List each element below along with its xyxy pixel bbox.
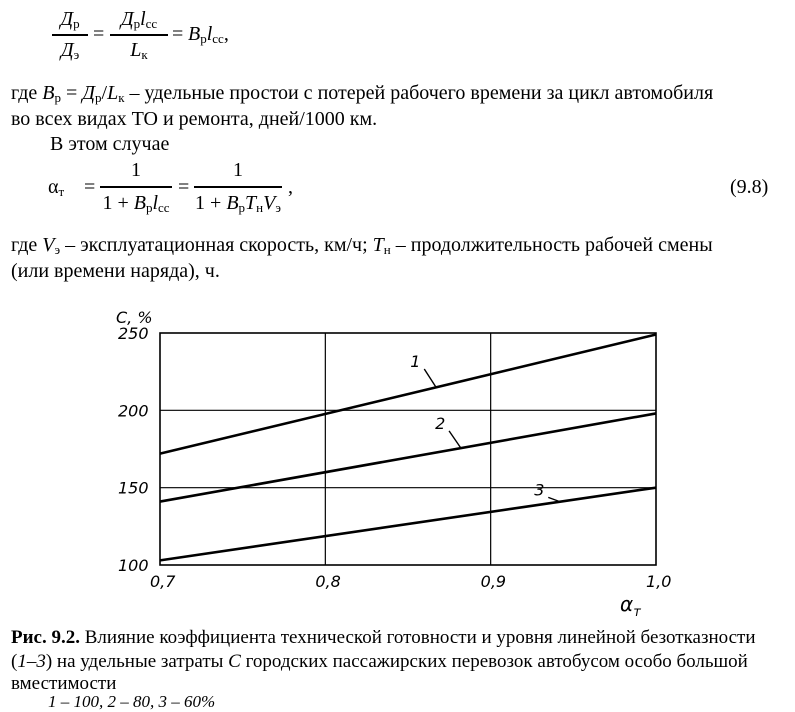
figure-caption-line-2	[11, 650, 748, 674]
x-tick-label: 1,0	[646, 572, 672, 591]
x-axis-label-alpha: α	[620, 592, 634, 616]
symbol-v: V	[263, 192, 276, 214]
y-tick-label: 100	[118, 556, 149, 575]
symbol-l: l	[206, 23, 213, 45]
text: – удельные простои с потерей рабочего времени за цикл автомобиля	[124, 82, 714, 104]
symbol-alpha: α	[48, 176, 59, 198]
formula1-rhs	[188, 21, 229, 52]
x-tick-label: 0,7	[150, 572, 176, 591]
series-line-1	[160, 335, 656, 454]
figure-caption-line-1	[11, 626, 756, 650]
symbol-t: T	[245, 192, 257, 214]
subscript: к	[118, 90, 125, 105]
equation-number: (9.8)	[730, 176, 769, 198]
text: 1 +	[102, 192, 134, 214]
subscript: р	[238, 200, 246, 215]
formula2-alpha	[48, 174, 64, 205]
subscript: к	[141, 47, 148, 62]
text: ) на удельные затраты	[45, 651, 229, 672]
text: (	[11, 651, 18, 672]
text: – продолжительность рабочей смены	[390, 234, 713, 256]
y-tick-label: 250	[118, 324, 149, 343]
symbol-b: B	[133, 192, 146, 214]
series-label-3: 3	[534, 480, 545, 500]
subscript: сс	[212, 31, 224, 46]
x-tick-label: 0,8	[315, 572, 341, 591]
formula2-denominator-2	[192, 190, 284, 221]
subscript: сс	[158, 200, 170, 215]
text: – эксплуатационная скорость, км/ч;	[60, 234, 373, 256]
formula2-numerator-2: 1	[233, 159, 243, 181]
subscript: т	[58, 184, 65, 199]
formula1-mid-denominator	[108, 37, 170, 68]
text: где	[11, 82, 43, 104]
paragraph-2: В этом случае	[50, 133, 170, 155]
subscript: э	[73, 47, 80, 62]
subscript: сс	[145, 16, 158, 31]
series-label-leader-1	[424, 369, 436, 387]
figure-label: Рис. 9.2.	[11, 627, 80, 648]
subscript: э	[275, 200, 281, 215]
series-label-leader-3	[548, 497, 560, 501]
text: =	[60, 82, 83, 104]
text: 1–3	[17, 651, 46, 672]
symbol-b: B	[188, 23, 201, 45]
y-tick-label: 150	[118, 478, 149, 498]
series-layer	[160, 335, 656, 561]
symbol-l-capital: L	[130, 39, 142, 61]
grid-layer	[160, 333, 656, 565]
x-axis-label-sub: т	[633, 605, 641, 620]
symbol-c: C	[228, 651, 241, 672]
symbol-t: T	[372, 234, 384, 256]
formula1-lhs-denominator	[50, 37, 90, 68]
formula2-fraction-bar-1	[100, 186, 172, 188]
symbol-l-capital: L	[107, 82, 119, 104]
symbol-b: B	[42, 82, 55, 104]
symbol-l: l	[152, 192, 158, 214]
formula1-equals-2: =	[172, 23, 184, 45]
text: городских пассажирских перевозок автобусом особо большой	[240, 651, 748, 672]
formula1-lhs-numerator	[50, 6, 90, 37]
symbol-d: Д	[60, 39, 74, 61]
formula1-mid-fraction-bar	[110, 34, 168, 36]
subscript: р	[73, 16, 80, 31]
formula2-comma: ,	[288, 176, 293, 198]
symbol-v: V	[42, 234, 55, 256]
symbol-d: Д	[60, 8, 74, 30]
formula2-numerator-1: 1	[131, 159, 141, 181]
formula1-mid-numerator	[108, 6, 170, 37]
subscript: р	[54, 90, 61, 105]
y-axis-label: C, %	[116, 308, 153, 327]
text: Влияние коэффициента технической готовности и уровня линейной безотказности	[80, 627, 756, 648]
symbol-d: Д	[120, 8, 134, 30]
y-tick-label: 200	[118, 401, 149, 421]
formula2-denominator-1	[98, 190, 174, 221]
formula2-fraction-bar-2	[194, 186, 282, 188]
figure-9-2-chart	[0, 295, 795, 625]
x-tick-label: 0,9	[480, 572, 507, 591]
paragraph-1-line-2: во всех видах ТО и ремонта, дней/1000 км.	[11, 108, 378, 130]
symbol-l: l	[140, 8, 146, 30]
text: где	[11, 234, 43, 256]
formula2-equals-2: =	[178, 176, 190, 198]
plot-frame	[160, 333, 656, 565]
formula1-equals-1: =	[93, 23, 105, 45]
subscript: н	[383, 242, 391, 257]
subscript: р	[133, 16, 141, 31]
subscript: р	[200, 31, 207, 46]
series-label-2: 2	[435, 413, 446, 433]
symbol-d: Д	[82, 82, 95, 104]
figure-legend: 1 – 100, 2 – 80, 3 – 60%	[48, 692, 216, 711]
subscript: р	[95, 90, 102, 105]
formula2-equals-1: =	[84, 176, 96, 198]
subscript: р	[145, 200, 153, 215]
figure-caption-line-3: вместимости	[11, 673, 117, 694]
subscript: э	[54, 242, 61, 257]
comma: ,	[223, 23, 229, 45]
paragraph-3-line-2: (или времени наряда), ч.	[11, 260, 220, 282]
symbol-b: B	[226, 192, 239, 214]
formula1-lhs-fraction-bar	[52, 34, 88, 36]
series-line-3	[160, 488, 656, 561]
series-label-1: 1	[410, 352, 421, 372]
tick-layer	[118, 324, 671, 591]
subscript: н	[256, 200, 264, 215]
series-line-2	[160, 413, 656, 501]
series-label-leader-2	[449, 431, 461, 448]
x-axis-label	[620, 592, 641, 620]
text: 1 +	[195, 192, 227, 214]
text: /	[101, 82, 108, 104]
